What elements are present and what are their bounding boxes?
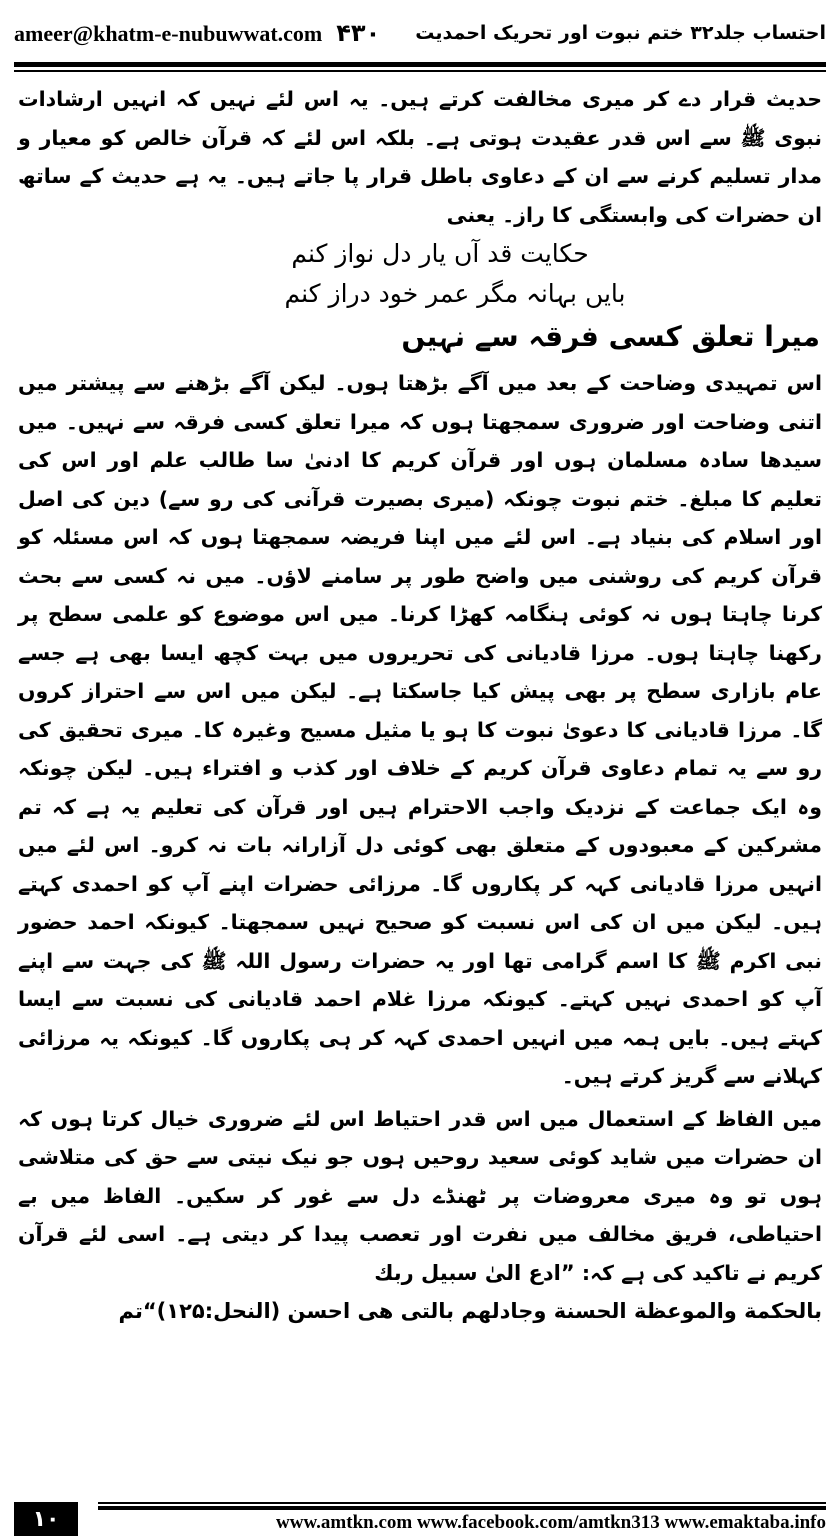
paragraph-3-text: میں الفاظ کے استعمال میں اس قدر احتیاط اس لئے ضروری خیال کرتا ہوں کہ ان حضرات میں شاید کوئی سعید روحیں ہوں جو نیک نیتی سے حق کی متلاشی ہوں تو وہ میری معروضات پر ٹھنڈے دل سے غور کر سکیں۔ الفاظ میں بے احتیاطی، فریق مخالف میں نفرت اور تعصب پیدا کر دیتی ہے۔ اسی لئے قرآن کریم نے تاکید کی ہے کہ: [18, 1106, 822, 1285]
persian-verse [18, 234, 822, 314]
header-rule-thin [14, 70, 826, 72]
running-title: احتساب جلد۳۲ ختم نبوت اور تحریک احمدیت [415, 22, 826, 44]
header-left [14, 19, 380, 47]
verse-line-1: حکایت قد آں یار دل نواز کنم [291, 239, 589, 268]
paragraph-1: حدیث قرار دے کر میری مخالفت کرتے ہیں۔ یہ اس لئے نہیں کہ انہیں ارشادات نبوی ﷺ سے اس قدر عقیدت ہوتی ہے۔ بلکہ اس لئے کہ قرآن خالص کو معیار و مدار تسلیم کرنے سے ان کے دعاوی باطل قرار پا جاتے ہیں۔ یہ ہے حدیث کے ساتھ ان حضرات کی وابستگی کا راز۔ یعنی [18, 87, 822, 227]
paragraph-3 [18, 1100, 822, 1293]
header-rule-thick [14, 62, 826, 67]
quran-quote-start: ”ادع الیٰ سبیل ربك [374, 1260, 575, 1285]
page-number: ۴۳۰ [336, 19, 381, 47]
page-header [14, 8, 826, 58]
paragraph-2: اس تمہیدی وضاحت کے بعد میں آگے بڑھتا ہوں۔ لیکن آگے بڑھنے سے پیشتر میں اتنی وضاحت اور ضروری سمجھتا ہوں کہ میرا تعلق کسی فرقہ سے نہیں۔ میں سیدھا سادہ مسلمان ہوں اور قرآن کریم کا ادنیٰ سا طالب علم اور اس کی تعلیم کا مبلغ۔ ختم نبوت چونکہ (میری بصیرت قرآنی کی رو سے) دین کی اصل اور اسلام کی بنیاد ہے۔ اس لئے میں اپنا فریضہ سمجھتا ہوں کہ اس مسئلہ کو قرآن کریم کی روشنی میں واضح طور پر سامنے لاؤں۔ میں نہ کسی سے بحث کرنا چاہتا ہوں نہ کوئی ہنگامہ کھڑا کرنا۔ میں اس موضوع کو علمی سطح پر رکھنا چاہتا ہوں۔ مرزا قادیانی کی تحریروں میں بہت کچھ ایسا بھی ہے جسے عام بازاری سطح پر بھی پیش کیا جاسکتا ہے۔ لیکن میں اس سے احتراز کروں گا۔ مرزا قادیانی کا دعویٰ نبوت کا ہو یا مثیل مسیح وغیرہ کا۔ میری تحقیق کی رو سے یہ تمام دعاوی قرآن کریم کے خلاف اور کذب و افتراء ہیں۔ لیکن چونکہ وہ ایک جماعت کے نزدیک واجب الاحترام ہیں اور قرآن کی تعلیم یہ ہے کہ تم مشرکین کے معبودوں کے متعلق بھی کوئی دل آزارانہ بات نہ کرو۔ اس لئے میں انہیں مرزا قادیانی کہہ کر پکاروں گا۔ مرزائی حضرات اپنے آپ کو احمدی کہتے ہیں۔ لیکن میں ان کی اس نسبت کو صحیح نہیں سمجھتا۔ کیونکہ احمد حضور نبی اکرم ﷺ کا اسم گرامی تھا اور یہ حضرات رسول اللہ ﷺ کی جہت سے اپنے آپ کو احمدی نہیں کہتے۔ کیونکہ مرزا غلام احمد قادیانی کی نسبت سے ایسا کہتے ہیں۔ بایں ہمہ میں انہیں احمدی کہہ کر ہی پکاروں گا۔ کیونکہ یہ مرزائی کہلانے سے گریز کرتے ہیں۔ [18, 371, 822, 1088]
footer-rule-thin [98, 1502, 826, 1504]
footer-rule-thick [98, 1506, 826, 1510]
page-body [18, 80, 822, 1331]
footer-urls: www.amtkn.com www.facebook.com/amtkn313 www.emaktaba.info [276, 1512, 826, 1533]
quran-quote-line: بالحکمة والموعظة الحسنة وجادلهم بالتی هی احسن (النحل:۱۲۵)“تم [118, 1299, 822, 1323]
page-footer [14, 1502, 826, 1536]
section-heading: میرا تعلق کسی فرقہ سے نہیں [401, 320, 820, 353]
header-email: ameer@khatm-e-nubuwwat.com [14, 21, 323, 46]
verse-line-2: بایں بہانہ مگر عمر خود دراز کنم [284, 279, 626, 308]
footer-page-box: ۱۰ [14, 1502, 78, 1536]
